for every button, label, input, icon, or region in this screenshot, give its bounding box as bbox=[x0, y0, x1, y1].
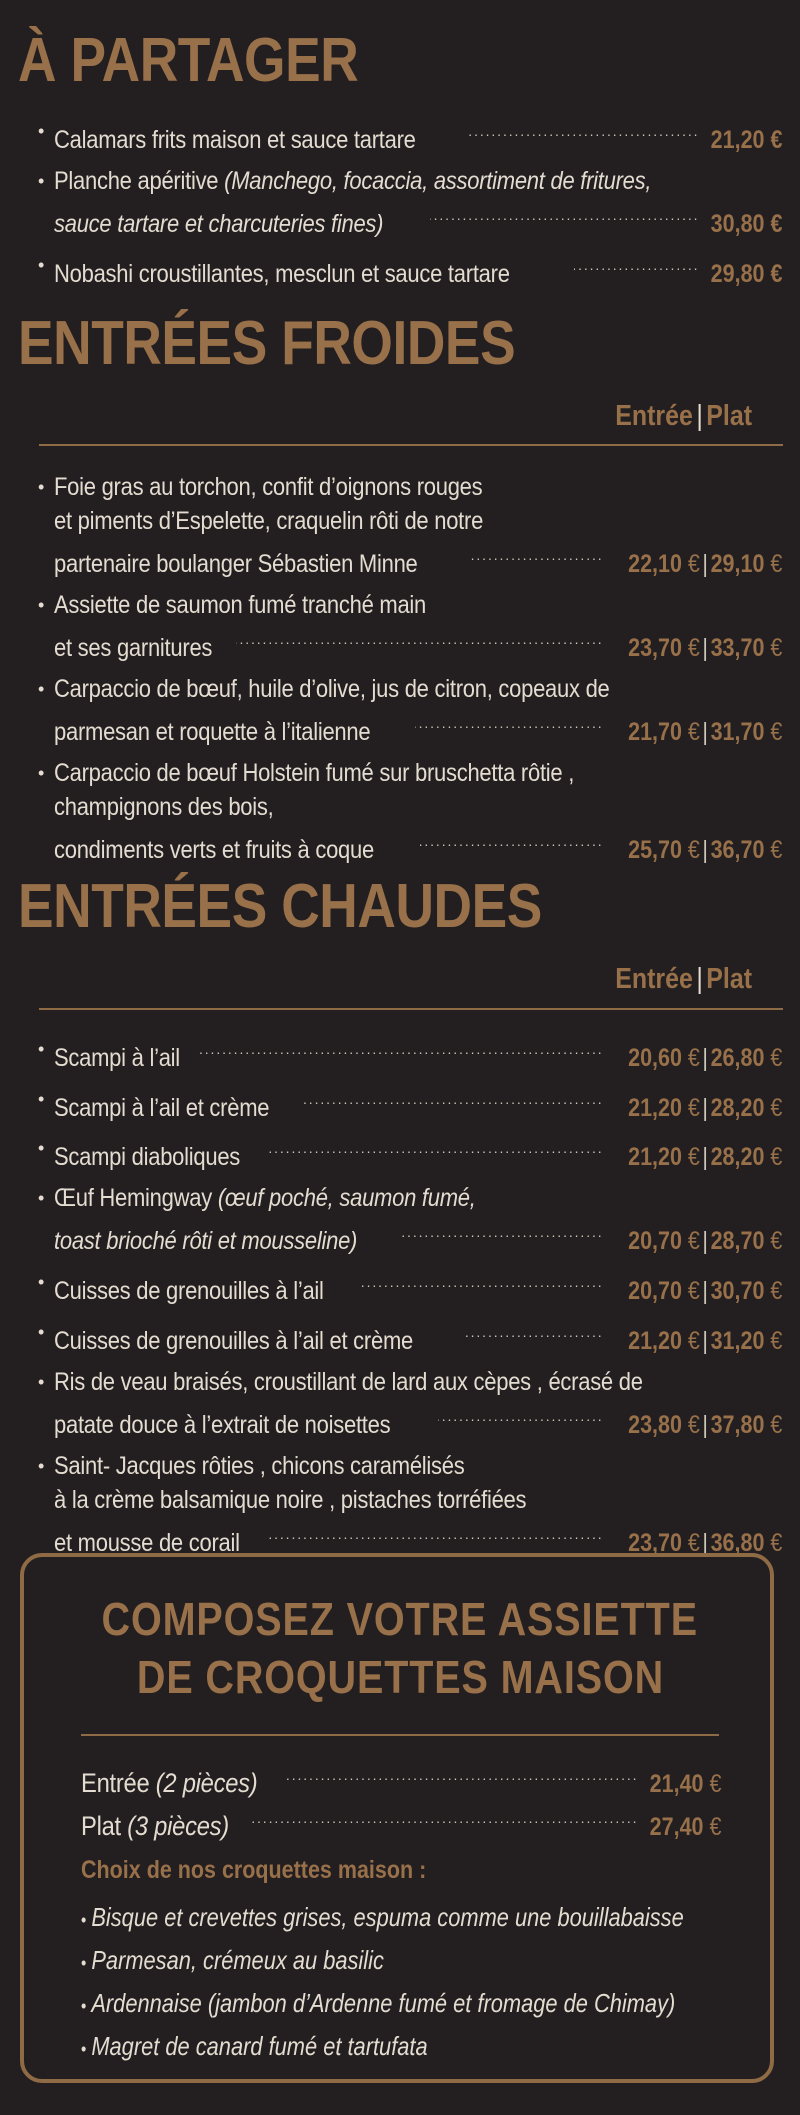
item-price: 21,20 € bbox=[710, 126, 782, 154]
croquettes-divider bbox=[81, 1734, 719, 1736]
menu-item bbox=[38, 114, 782, 157]
option-detail: (2 pièces) bbox=[155, 1768, 258, 1798]
item-name-cont: patate douce à l’extrait de noisettes bbox=[54, 1411, 391, 1439]
bullet: • bbox=[38, 1188, 45, 1208]
item-name: Scampi diaboliques bbox=[54, 1143, 241, 1171]
menu-item bbox=[38, 756, 782, 867]
menu-item bbox=[38, 1265, 782, 1308]
col-plat-label: Plat bbox=[706, 400, 752, 432]
menu-item bbox=[38, 1032, 782, 1075]
bullet: • bbox=[81, 1953, 87, 1973]
bullet: • bbox=[38, 1138, 45, 1158]
croquettes-option bbox=[81, 1758, 721, 1801]
croquettes-options bbox=[81, 1758, 721, 1844]
dot-leader bbox=[420, 824, 601, 858]
menu-item bbox=[38, 164, 782, 241]
col-separator: | bbox=[696, 400, 703, 432]
dot-leader bbox=[415, 706, 600, 740]
item-price: 21,20 € | 28,20 € bbox=[627, 1094, 782, 1122]
col-separator: | bbox=[696, 963, 703, 995]
item-name: Ris de veau braisés, croustillant de lard aux cèpes , écrasé de bbox=[54, 1368, 643, 1396]
croquettes-title bbox=[0, 1590, 800, 1706]
dot-leader bbox=[467, 114, 697, 148]
dot-leader bbox=[574, 248, 697, 282]
menu-item bbox=[38, 248, 782, 291]
dot-leader bbox=[400, 1215, 600, 1249]
option-label: Entrée bbox=[81, 1768, 150, 1798]
bullet: • bbox=[38, 1039, 45, 1059]
item-name: Carpaccio de bœuf Holstein fumé sur bruschetta rôtie , bbox=[54, 759, 575, 787]
croquette-choice: • Parmesan, crémeux au basilic bbox=[81, 1945, 384, 1975]
item-price: 22,10 € | 29,10 € bbox=[627, 550, 782, 578]
item-name: Carpaccio de bœuf, huile d’olive, jus de citron, copeaux de bbox=[54, 675, 610, 703]
option-price: 27,40 € bbox=[649, 1813, 721, 1841]
item-name-cont: parmesan et roquette à l’italienne bbox=[54, 718, 371, 746]
option-detail: (3 pièces) bbox=[127, 1811, 229, 1841]
item-name-cont: champignons des bois, bbox=[54, 793, 274, 821]
menu-item bbox=[38, 1449, 782, 1560]
option-label: Plat bbox=[81, 1811, 121, 1841]
item-name: Saint- Jacques rôties , chicons caramélisés bbox=[54, 1452, 465, 1480]
col-entree-label: Entrée bbox=[615, 400, 693, 432]
bullet: • bbox=[81, 1910, 87, 1930]
croquette-choice: • Bisque et crevettes grises, espuma comme une bouillabaisse bbox=[81, 1902, 684, 1932]
item-name: Scampi à l’ail bbox=[54, 1044, 180, 1072]
menu-item bbox=[38, 1315, 782, 1358]
item-name: Nobashi croustillantes, mesclun et sauce tartare bbox=[54, 260, 510, 288]
bullet: • bbox=[38, 1272, 45, 1292]
bullet: • bbox=[38, 679, 45, 699]
menu-item bbox=[38, 1082, 782, 1125]
item-name-cont: et piments d’Espelette, craquelin rôti de notre bbox=[54, 507, 484, 535]
dot-leader bbox=[284, 1758, 636, 1792]
item-name-cont: à la crème balsamique noire , pistaches torréfiées bbox=[54, 1486, 527, 1514]
croquette-choice: • Ardennaise (jambon d’Ardenne fumé et fromage de Chimay) bbox=[81, 1988, 676, 2018]
bullet: • bbox=[38, 595, 45, 615]
column-header bbox=[615, 963, 752, 995]
item-name: Foie gras au torchon, confit d’oignons rouges bbox=[54, 473, 483, 501]
item-name-cont: et ses garnitures bbox=[54, 634, 213, 662]
entrees-froides-list bbox=[38, 470, 782, 874]
item-price: 23,80 € | 37,80 € bbox=[627, 1411, 782, 1439]
croquettes-title-line2: DE CROQUETTES MAISON bbox=[136, 1651, 664, 1703]
dot-leader bbox=[430, 198, 696, 232]
bullet: • bbox=[38, 477, 45, 497]
item-description: (œuf poché, saumon fumé, bbox=[217, 1184, 476, 1212]
menu-item bbox=[38, 1365, 782, 1442]
item-name: Œuf Hemingway bbox=[54, 1184, 212, 1212]
item-price: 21,20 € | 31,20 € bbox=[627, 1327, 782, 1355]
item-name: Assiette de saumon fumé tranché main bbox=[54, 591, 427, 619]
dot-leader bbox=[362, 1265, 600, 1299]
bullet: • bbox=[38, 121, 45, 141]
item-name-cont: et mousse de corail bbox=[54, 1529, 240, 1557]
item-price: 25,70 € | 36,70 € bbox=[627, 836, 782, 864]
dot-leader bbox=[267, 1131, 600, 1165]
croquettes-option bbox=[81, 1801, 721, 1844]
entrees-chaudes-list bbox=[38, 1032, 782, 1567]
item-price: 30,80 € bbox=[710, 210, 782, 238]
item-price: 21,70 € | 31,70 € bbox=[627, 718, 782, 746]
dot-leader bbox=[267, 1517, 601, 1551]
bullet: • bbox=[38, 1322, 45, 1342]
item-description: sauce tartare et charcuteries fines) bbox=[54, 210, 384, 238]
item-name: Planche apéritive bbox=[54, 167, 219, 195]
col-entree-label: Entrée bbox=[615, 963, 693, 995]
menu-item bbox=[38, 672, 782, 749]
menu-item bbox=[38, 1181, 782, 1258]
bullet: • bbox=[38, 171, 45, 191]
item-description: toast brioché rôti et mousseline) bbox=[54, 1227, 358, 1255]
item-price: 20,70 € | 30,70 € bbox=[627, 1277, 782, 1305]
a-partager-list bbox=[38, 114, 782, 298]
dot-leader bbox=[438, 1399, 600, 1433]
bullet: • bbox=[38, 763, 45, 783]
item-price: 23,70 € | 33,70 € bbox=[627, 634, 782, 662]
croquettes-title-line1: COMPOSEZ VOTRE ASSIETTE bbox=[101, 1593, 699, 1645]
section-title-entrees-chaudes: ENTRÉES CHAUDES bbox=[18, 872, 542, 941]
section-title-entrees-froides: ENTRÉES FROIDES bbox=[18, 309, 516, 378]
item-description: (Manchego, focaccia, assortiment de fritures, bbox=[224, 167, 652, 195]
item-name: Cuisses de grenouilles à l’ail bbox=[54, 1277, 324, 1305]
dot-leader bbox=[301, 1082, 601, 1116]
item-price: 29,80 € bbox=[710, 260, 782, 288]
col-plat-label: Plat bbox=[706, 963, 752, 995]
item-name-cont: partenaire boulanger Sébastien Minne bbox=[54, 550, 418, 578]
item-name: Scampi à l’ail et crème bbox=[54, 1094, 270, 1122]
bullet: • bbox=[38, 1089, 45, 1109]
croquettes-choice-list bbox=[81, 1897, 799, 2069]
dot-leader bbox=[236, 622, 601, 656]
dot-leader bbox=[199, 1032, 601, 1066]
dot-leader bbox=[469, 538, 601, 572]
option-price: 21,40 € bbox=[649, 1770, 721, 1798]
column-header bbox=[615, 400, 752, 432]
item-name-cont: condiments verts et fruits à coque bbox=[54, 836, 374, 864]
divider bbox=[39, 1008, 783, 1010]
dot-leader bbox=[464, 1315, 601, 1349]
bullet: • bbox=[38, 1456, 45, 1476]
bullet: • bbox=[38, 1372, 45, 1392]
item-price: 23,70 € | 36,80 € bbox=[627, 1529, 782, 1557]
item-price: 21,20 € | 28,20 € bbox=[627, 1143, 782, 1171]
croquettes-choice-title: Choix de nos croquettes maison : bbox=[81, 1856, 427, 1884]
item-name: Cuisses de grenouilles à l’ail et crème bbox=[54, 1327, 413, 1355]
menu-item bbox=[38, 588, 782, 665]
croquette-choice: • Magret de canard fumé et tartufata bbox=[81, 2031, 428, 2061]
menu-item bbox=[38, 1131, 782, 1174]
item-price: 20,60 € | 26,80 € bbox=[627, 1044, 782, 1072]
bullet: • bbox=[81, 1996, 87, 2016]
item-name: Calamars frits maison et sauce tartare bbox=[54, 126, 416, 154]
item-price: 20,70 € | 28,70 € bbox=[627, 1227, 782, 1255]
dot-leader bbox=[251, 1801, 635, 1835]
divider bbox=[39, 444, 783, 446]
menu-item bbox=[38, 470, 782, 581]
bullet: • bbox=[81, 2039, 87, 2059]
section-title-a-partager: À PARTAGER bbox=[18, 26, 359, 95]
bullet: • bbox=[38, 255, 45, 275]
